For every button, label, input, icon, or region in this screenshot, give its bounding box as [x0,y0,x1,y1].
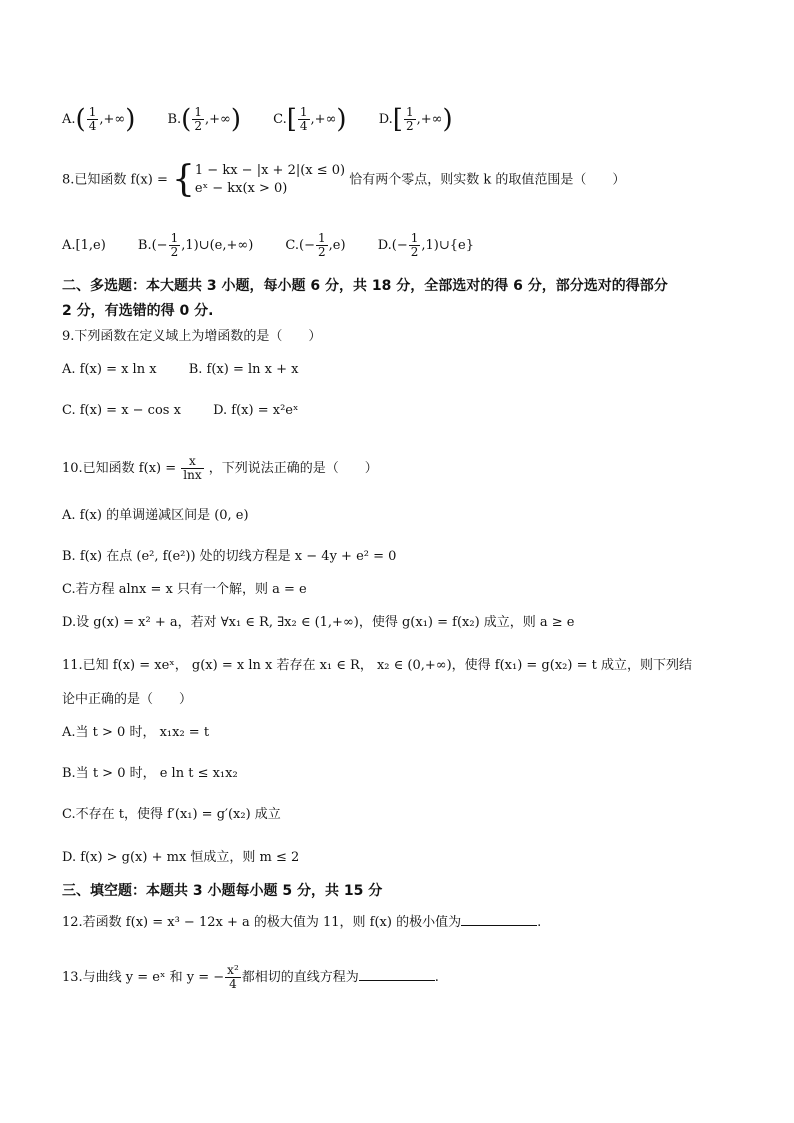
q9-option-c: C. f(x) = x − cos x [62,403,181,418]
section3-heading: 三、填空题：本题共 3 小题每小题 5 分，共 15 分 [62,883,383,899]
q8-stem: 8.已知函数 f(x) = { 1 − kx − |x + 2|(x ≤ 0) eˣ − kx(x > 0) 恰有两个零点，则实数 k 的取值范围是（ ） [62,159,626,200]
q10-option-a: A. f(x) 的单调递减区间是 (0, e) [62,508,249,523]
q7-b-fraction: $\frac{1}{2}$ [194,105,202,133]
q11-stem-line2: 论中正确的是（ ） [62,692,193,707]
q8-option-c: C.(− $\frac{1}{2}$ ,e) [285,231,346,259]
q12-stem: 12.若函数 f(x) = x³ − 12x + a 的极大值为 11，则 f(x) 的极小值为 . [62,915,542,930]
q9-option-d: D. f(x) = x²eˣ [213,403,299,418]
q7-c-fraction: $\frac{1}{4}$ [299,105,308,133]
q7-options [62,106,481,133]
q7-d-fraction: $\frac{1}{2}$ [405,105,414,133]
q10-option-c: C.若方程 alnx = x 只有一个解，则 a = e [62,582,307,597]
q11-option-b: B.当 t > 0 时， e ln t ≤ x₁x₂ [62,766,238,781]
q7-option-c: C.[ $\frac{1}{4}$ ,+∞) [273,104,347,135]
q11-option-a: A.当 t > 0 时， x₁x₂ = t [62,725,210,740]
q9-stem: 9.下列函数在定义域上为增函数的是（ ） [62,329,322,344]
section2-heading-line1: 二、多选题：本大题共 3 小题，每小题 6 分，共 18 分，全部选对的得 6 分，部分选对的得部分 [62,278,668,294]
q11-stem-line1: 11.已知 f(x) = xeˣ， g(x) = x ln x 若存在 x₁ ∈ R， x₂ ∈ (0,+∞)，使得 f(x₁) = g(x₂) = t 成立，则下列结 [62,658,692,673]
q11-option-c: C.不存在 t，使得 f′(x₁) = g′(x₂) 成立 [62,807,281,822]
q8-option-d: D.(− $\frac{1}{2}$ ,1)∪{e} [377,231,474,259]
q8-options [62,232,502,259]
q7-a-fraction: $\frac{1}{4}$ [88,105,97,133]
q13-fraction: $\frac{\text{x²}}{4}$ [227,963,239,991]
q9-options-cd [62,402,327,420]
q7-option-d: D.[ $\frac{1}{2}$ ,+∞) [378,104,453,135]
q10-fraction: $\frac{x}{\ln x}$ [183,454,202,482]
q10-option-b: B. f(x) 在点 (e², f(e²)) 处的切线方程是 x − 4y + e² = 0 [62,549,397,564]
q13-stem: 13.与曲线 y = eˣ 和 y = − $\frac{\text{x²}}{4}$ 都相切的直线方程为 . [62,963,439,991]
q11-option-d: D. f(x) > g(x) + mx 恒成立，则 m ≤ 2 [62,850,300,865]
q9-option-a: A. f(x) = x ln x [62,362,157,377]
q8-option-a: A.[1,e) [62,238,106,253]
q7-option-b: B.( $\frac{1}{2}$ ,+∞) [167,104,241,135]
q8-option-b: B.(− $\frac{1}{2}$ ,1)∪(e,+∞) [137,231,254,259]
q10-stem: 10.已知函数 f(x) = $\frac{x}{\ln x}$ ，下列说法正确的是（ ） [62,454,378,482]
q8-piecewise: { 1 − kx − |x + 2|(x ≤ 0) eˣ − kx(x > 0) [172,159,346,200]
q13-answer-blank[interactable] [359,968,435,981]
q12-answer-blank[interactable] [461,913,537,926]
q9-option-b: B. f(x) = ln x + x [188,362,299,377]
q7-option-a: A.( $\frac{1}{4}$ ,+∞) [62,104,136,135]
section2-heading-line2: 2 分，有选错的得 0 分. [62,303,214,319]
q9-options-ab [62,361,326,379]
q10-option-d: D.设 g(x) = x² + a，若对 ∀x₁ ∈ R, ∃x₂ ∈ (1,+∞)，使得 g(x₁) = f(x₂) 成立，则 a ≥ e [62,615,575,630]
